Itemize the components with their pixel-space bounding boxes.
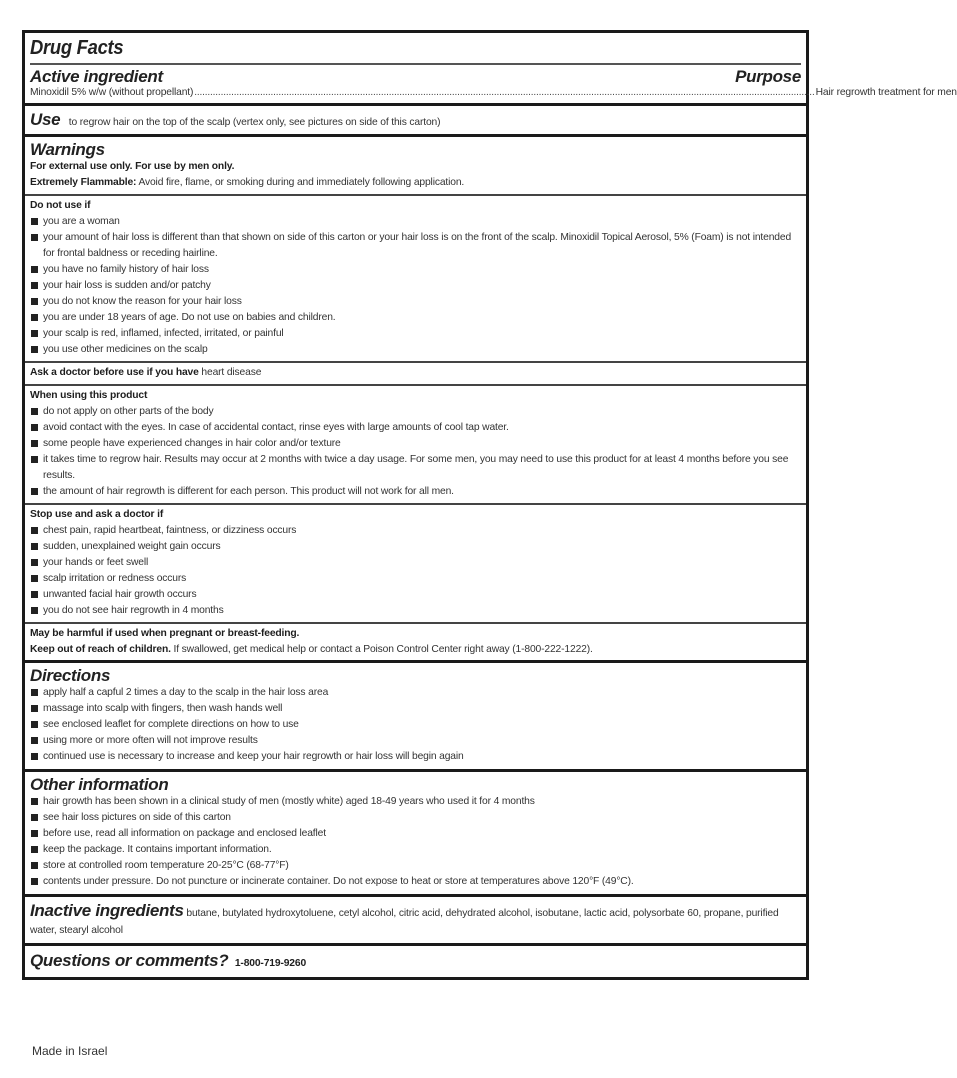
- purpose-text: Hair regrowth treatment for men: [815, 87, 957, 98]
- list-item: [30, 810, 801, 826]
- list-item-text: do not apply on other parts of the body: [43, 406, 214, 417]
- other-information-heading: Other information: [30, 775, 169, 794]
- list-item-text: scalp irritation or redness occurs: [43, 573, 187, 584]
- list-item-text: see enclosed leaflet for complete directions on how to use: [43, 719, 299, 730]
- list-item-text: using more or more often will not improve results: [43, 735, 258, 746]
- when-using-subsection: [25, 384, 806, 500]
- bullet-square-icon: [31, 798, 38, 805]
- list-item: [30, 230, 801, 262]
- ask-doctor-text: heart disease: [198, 367, 262, 378]
- active-ingredient-name: Minoxidil 5% w/w (without propellant): [30, 87, 194, 98]
- bullet-square-icon: [31, 753, 38, 760]
- bullet-square-icon: [31, 234, 38, 241]
- directions-heading: Directions: [30, 666, 111, 685]
- bullet-square-icon: [31, 298, 38, 305]
- bullet-square-icon: [31, 346, 38, 353]
- active-ingredient-header-row: [30, 67, 801, 86]
- bullet-square-icon: [31, 527, 38, 534]
- list-item: [30, 842, 801, 858]
- bullet-square-icon: [31, 488, 38, 495]
- list-item: [30, 404, 801, 420]
- list-item-text: avoid contact with the eyes. In case of accidental contact, rinse eyes with large amounts of cool tap water.: [43, 422, 509, 433]
- bullet-square-icon: [31, 314, 38, 321]
- list-item-text: your hands or feet swell: [43, 557, 149, 568]
- list-item: [30, 436, 801, 452]
- use-section: [25, 106, 806, 137]
- list-item-text: your hair loss is sudden and/or patchy: [43, 280, 211, 291]
- bullet-square-icon: [31, 559, 38, 566]
- list-item: [30, 555, 801, 571]
- bullet-square-icon: [31, 218, 38, 225]
- flammable-text: Avoid fire, flame, or smoking during and immediately following application.: [136, 177, 465, 188]
- questions-section: [25, 946, 806, 977]
- list-item: [30, 310, 801, 326]
- list-item-text: you do not see hair regrowth in 4 months: [43, 605, 224, 616]
- list-item: [30, 262, 801, 278]
- title-divider: [30, 63, 801, 65]
- list-item: [30, 587, 801, 603]
- list-item-text: see hair loss pictures on side of this carton: [43, 812, 231, 823]
- bullet-square-icon: [31, 814, 38, 821]
- list-item-text: contents under pressure. Do not puncture or incinerate container. Do not expose to heat or store at temperatures above 120°F (49°C).: [43, 876, 634, 887]
- list-item: [30, 539, 801, 555]
- list-item: [30, 826, 801, 842]
- list-item: [30, 523, 801, 539]
- bullet-square-icon: [31, 330, 38, 337]
- list-item: [30, 874, 801, 890]
- inactive-ingredients-line: [30, 901, 801, 939]
- do-not-use-heading: Do not use if: [30, 200, 91, 211]
- questions-heading: Questions or comments?: [30, 951, 229, 970]
- list-item-text: the amount of hair regrowth is different for each person. This product will not work for all men.: [43, 486, 454, 497]
- list-item: [30, 794, 801, 810]
- list-item-text: your amount of hair loss is different than that shown on side of this carton or your hair loss is on the front of the scalp. Minoxidil Topical Aerosol, 5% (Foam) is not intended for frontal baldness or receding hairline.: [43, 232, 792, 259]
- ask-doctor-subsection: [25, 361, 806, 381]
- inactive-ingredients-heading: Inactive ingredients: [30, 901, 184, 920]
- bullet-square-icon: [31, 721, 38, 728]
- list-item-text: sudden, unexplained weight gain occurs: [43, 541, 221, 552]
- ask-doctor-label: Ask a doctor before use if you have: [30, 367, 199, 378]
- list-item-text: some people have experienced changes in hair color and/or texture: [43, 438, 341, 449]
- list-item: [30, 858, 801, 874]
- bullet-square-icon: [31, 737, 38, 744]
- bullet-square-icon: [31, 705, 38, 712]
- drug-facts-title: Drug Facts: [30, 37, 124, 59]
- directions-section: [25, 663, 806, 772]
- inactive-ingredients-section: [25, 897, 806, 946]
- do-not-use-list: [30, 214, 801, 358]
- list-item-text: you use other medicines on the scalp: [43, 344, 208, 355]
- active-ingredient-heading: Active ingredient: [30, 67, 163, 86]
- list-item-text: hair growth has been shown in a clinical study of men (mostly white) aged 18-49 years who used it for 4 months: [43, 796, 535, 807]
- bullet-square-icon: [31, 830, 38, 837]
- list-item: [30, 717, 801, 733]
- list-item: [30, 733, 801, 749]
- list-item-text: unwanted facial hair growth occurs: [43, 589, 197, 600]
- list-item-text: store at controlled room temperature 20-25°C (68-77°F): [43, 860, 289, 871]
- list-item: [30, 749, 801, 765]
- list-item-text: you are a woman: [43, 216, 120, 227]
- list-item: [30, 701, 801, 717]
- use-heading: Use: [30, 110, 61, 129]
- list-item: [30, 452, 801, 484]
- bullet-square-icon: [31, 607, 38, 614]
- bullet-square-icon: [31, 846, 38, 853]
- active-ingredient-section: [25, 33, 957, 106]
- directions-list: [30, 685, 801, 765]
- flammable-warning: [30, 175, 801, 191]
- list-item-text: continued use is necessary to increase and keep your hair regrowth or hair loss will begin again: [43, 751, 464, 762]
- list-item-text: you have no family history of hair loss: [43, 264, 209, 275]
- flammable-label: Extremely Flammable:: [30, 177, 137, 188]
- pregnancy-warning: May be harmful if used when pregnant or breast-feeding.: [30, 628, 300, 639]
- other-information-list: [30, 794, 801, 890]
- use-text: to regrow hair on the top of the scalp (vertex only, see pictures on side of this carton): [68, 117, 441, 128]
- list-item: [30, 214, 801, 230]
- list-item-text: it takes time to regrow hair. Results may occur at 2 months with twice a day usage. For some men, you may need to use this product for at least 4 months before you see results.: [43, 454, 789, 481]
- drug-facts-label: [22, 30, 957, 980]
- list-item-text: before use, read all information on package and enclosed leaflet: [43, 828, 326, 839]
- bullet-square-icon: [31, 408, 38, 415]
- purpose-heading: Purpose: [735, 67, 801, 86]
- list-item: [30, 342, 801, 358]
- other-information-section: [25, 772, 806, 897]
- list-item: [30, 571, 801, 587]
- stop-use-list: [30, 523, 801, 619]
- list-item-text: chest pain, rapid heartbeat, faintness, or dizziness occurs: [43, 525, 297, 536]
- list-item: [30, 420, 801, 436]
- stop-use-heading: Stop use and ask a doctor if: [30, 509, 164, 520]
- leader-dots: ............................................................................................................................................................................................................................................: [194, 87, 815, 98]
- pregnancy-children-subsection: [25, 622, 806, 658]
- list-item: [30, 484, 801, 500]
- children-label: Keep out of reach of children.: [30, 644, 171, 655]
- questions-phone: 1-800-719-9260: [234, 958, 307, 969]
- list-item-text: massage into scalp with fingers, then wash hands well: [43, 703, 283, 714]
- list-item-text: your scalp is red, inflamed, infected, irritated, or painful: [43, 328, 284, 339]
- list-item: [30, 278, 801, 294]
- bullet-square-icon: [31, 456, 38, 463]
- active-ingredient-row: [30, 86, 957, 100]
- warnings-section: [25, 137, 806, 663]
- bullet-square-icon: [31, 862, 38, 869]
- ask-doctor-line: [30, 365, 801, 381]
- bullet-square-icon: [31, 282, 38, 289]
- list-item-text: you do not know the reason for your hair loss: [43, 296, 242, 307]
- do-not-use-subsection: [25, 194, 806, 358]
- bullet-square-icon: [31, 878, 38, 885]
- when-using-list: [30, 404, 801, 500]
- list-item: [30, 603, 801, 619]
- list-item-text: apply half a capful 2 times a day to the scalp in the hair loss area: [43, 687, 329, 698]
- list-item: [30, 685, 801, 701]
- bullet-square-icon: [31, 689, 38, 696]
- bullet-square-icon: [31, 424, 38, 431]
- bullet-square-icon: [31, 575, 38, 582]
- stop-use-subsection: [25, 503, 806, 619]
- list-item-text: you are under 18 years of age. Do not use on babies and children.: [43, 312, 336, 323]
- inactive-ingredients-text: butane, butylated hydroxytoluene, cetyl alcohol, citric acid, dehydrated alcohol, isobutane, lactic acid, polysorbate 60, propane, purified water, stearyl alcohol: [30, 908, 779, 936]
- list-item: [30, 326, 801, 342]
- list-item: [30, 294, 801, 310]
- bullet-square-icon: [31, 440, 38, 447]
- made-in-text: Made in Israel: [32, 1044, 108, 1058]
- list-item-text: keep the package. It contains important information.: [43, 844, 272, 855]
- when-using-heading: When using this product: [30, 390, 148, 401]
- bullet-square-icon: [31, 266, 38, 273]
- children-text: If swallowed, get medical help or contact a Poison Control Center right away (1-800-222-1222).: [170, 644, 593, 655]
- warnings-heading: Warnings: [30, 140, 105, 159]
- external-use-warning: For external use only. For use by men only.: [30, 161, 235, 172]
- children-warning: [30, 642, 801, 658]
- bullet-square-icon: [31, 543, 38, 550]
- bullet-square-icon: [31, 591, 38, 598]
